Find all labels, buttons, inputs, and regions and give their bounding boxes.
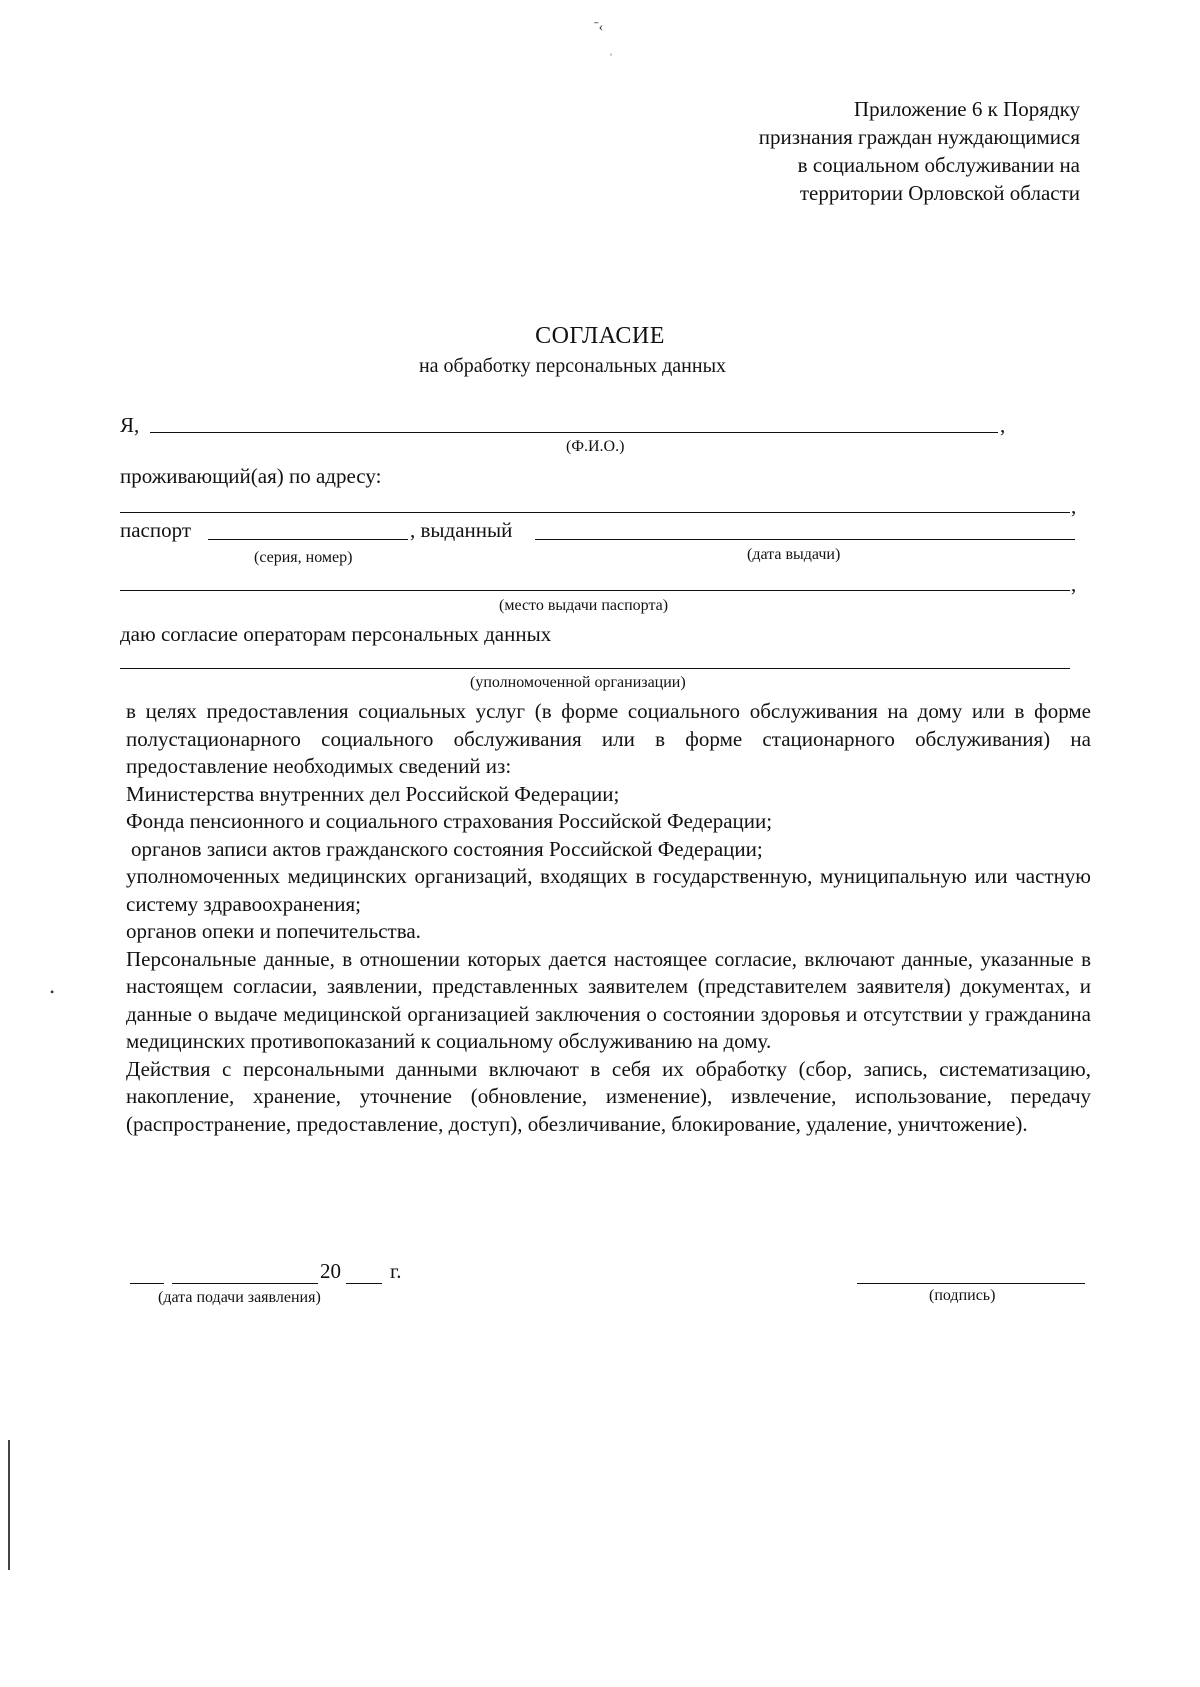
appendix-line-4: территории Орловской области [799,181,1080,205]
day-field-line[interactable] [130,1283,164,1284]
source-item-mvd: Министерства внутренних дел Российской Федерации; [126,781,620,806]
issued-label: , выданный [410,518,513,542]
scan-speck: • [50,985,55,999]
appendix-reference [640,95,1080,207]
personal-data-scope-paragraph: Персональные данные, в отношении которых дается настоящее согласие, включают данные, указанные в настоящем согласии, заявлении, представленных заявителем (представителем заявителя) документах, и данные о выдаче медицинской организацией заключения о состоянии здоровья и отсутствии у гражданина медицинских противопоказаний к социальному обслуживанию на дому. [126,946,1091,1053]
submission-date-caption: (дата подачи заявления) [158,1289,321,1306]
year-field-line[interactable] [346,1283,382,1284]
document-subtitle: на обработку персональных данных [418,355,727,377]
i-label: Я, [120,413,140,437]
purpose-paragraph: в целях предоставления социальных услуг (в форме социального обслуживания на дому или в форме полустационарного социального обслуживания или в форме стационарного обслуживания) на предоставление необходимых сведений из: [126,699,1091,778]
address-field-line[interactable] [120,512,1070,513]
signature-caption: (подпись) [929,1287,996,1304]
issue-place-caption: (место выдачи паспорта) [499,597,669,614]
month-field-line[interactable] [172,1283,318,1284]
scan-edge-mark [8,1440,10,1570]
passport-series-field-line[interactable] [208,539,408,540]
appendix-line-3: в социальном обслуживании на [797,153,1080,177]
source-item-civil-registry: органов записи актов гражданского состояния Российской Федерации; [131,836,763,861]
organization-field-line[interactable] [120,668,1070,669]
consent-body [126,698,1091,1138]
issue-place-field-line[interactable] [120,590,1070,591]
document-title: СОГЛАСИЕ [535,323,665,349]
source-item-medical-orgs: уполномоченных медицинских организаций, входящих в государственную, муниципальную или частную систему здравоохранения; [126,864,1091,916]
issue-place-comma: , [1071,572,1077,596]
address-comma: , [1071,494,1077,518]
processing-actions-paragraph: Действия с персональными данными включают в себя их обработку (сбор, запись, систематизацию, накопление, хранение, уточнение (обновление, изменение), извлечение, использование, передачу (распространение, предоставление, доступ), обезличивание, блокирование, удаление, уничтожение). [126,1056,1091,1136]
appendix-line-1: Приложение 6 к Порядку [853,97,1080,121]
organization-caption: (уполномоченной организации) [470,674,686,691]
year-prefix: 20 [320,1259,341,1283]
issue-date-field-line[interactable] [535,539,1075,540]
appendix-line-2: признания граждан нуждающимися [758,125,1080,149]
passport-label: паспорт [120,518,192,542]
address-label: проживающий(ая) по адресу: [120,464,382,488]
year-suffix: г. [390,1259,402,1283]
fio-field-line[interactable] [150,432,998,433]
fio-caption: (Ф.И.О.) [566,438,625,455]
issue-date-caption: (дата выдачи) [747,546,841,563]
scan-speck: ˌ [609,42,613,56]
scan-speck: ˉ‹ [594,20,604,35]
consent-label: даю согласие операторам персональных данных [120,622,552,646]
signature-field-line[interactable] [857,1283,1085,1284]
source-item-pension-fund: Фонда пенсионного и социального страхования Российской Федерации; [126,809,773,833]
source-item-guardianship: органов опеки и попечительства. [126,919,421,943]
fio-comma: , [1000,413,1006,437]
series-caption: (серия, номер) [254,549,353,566]
